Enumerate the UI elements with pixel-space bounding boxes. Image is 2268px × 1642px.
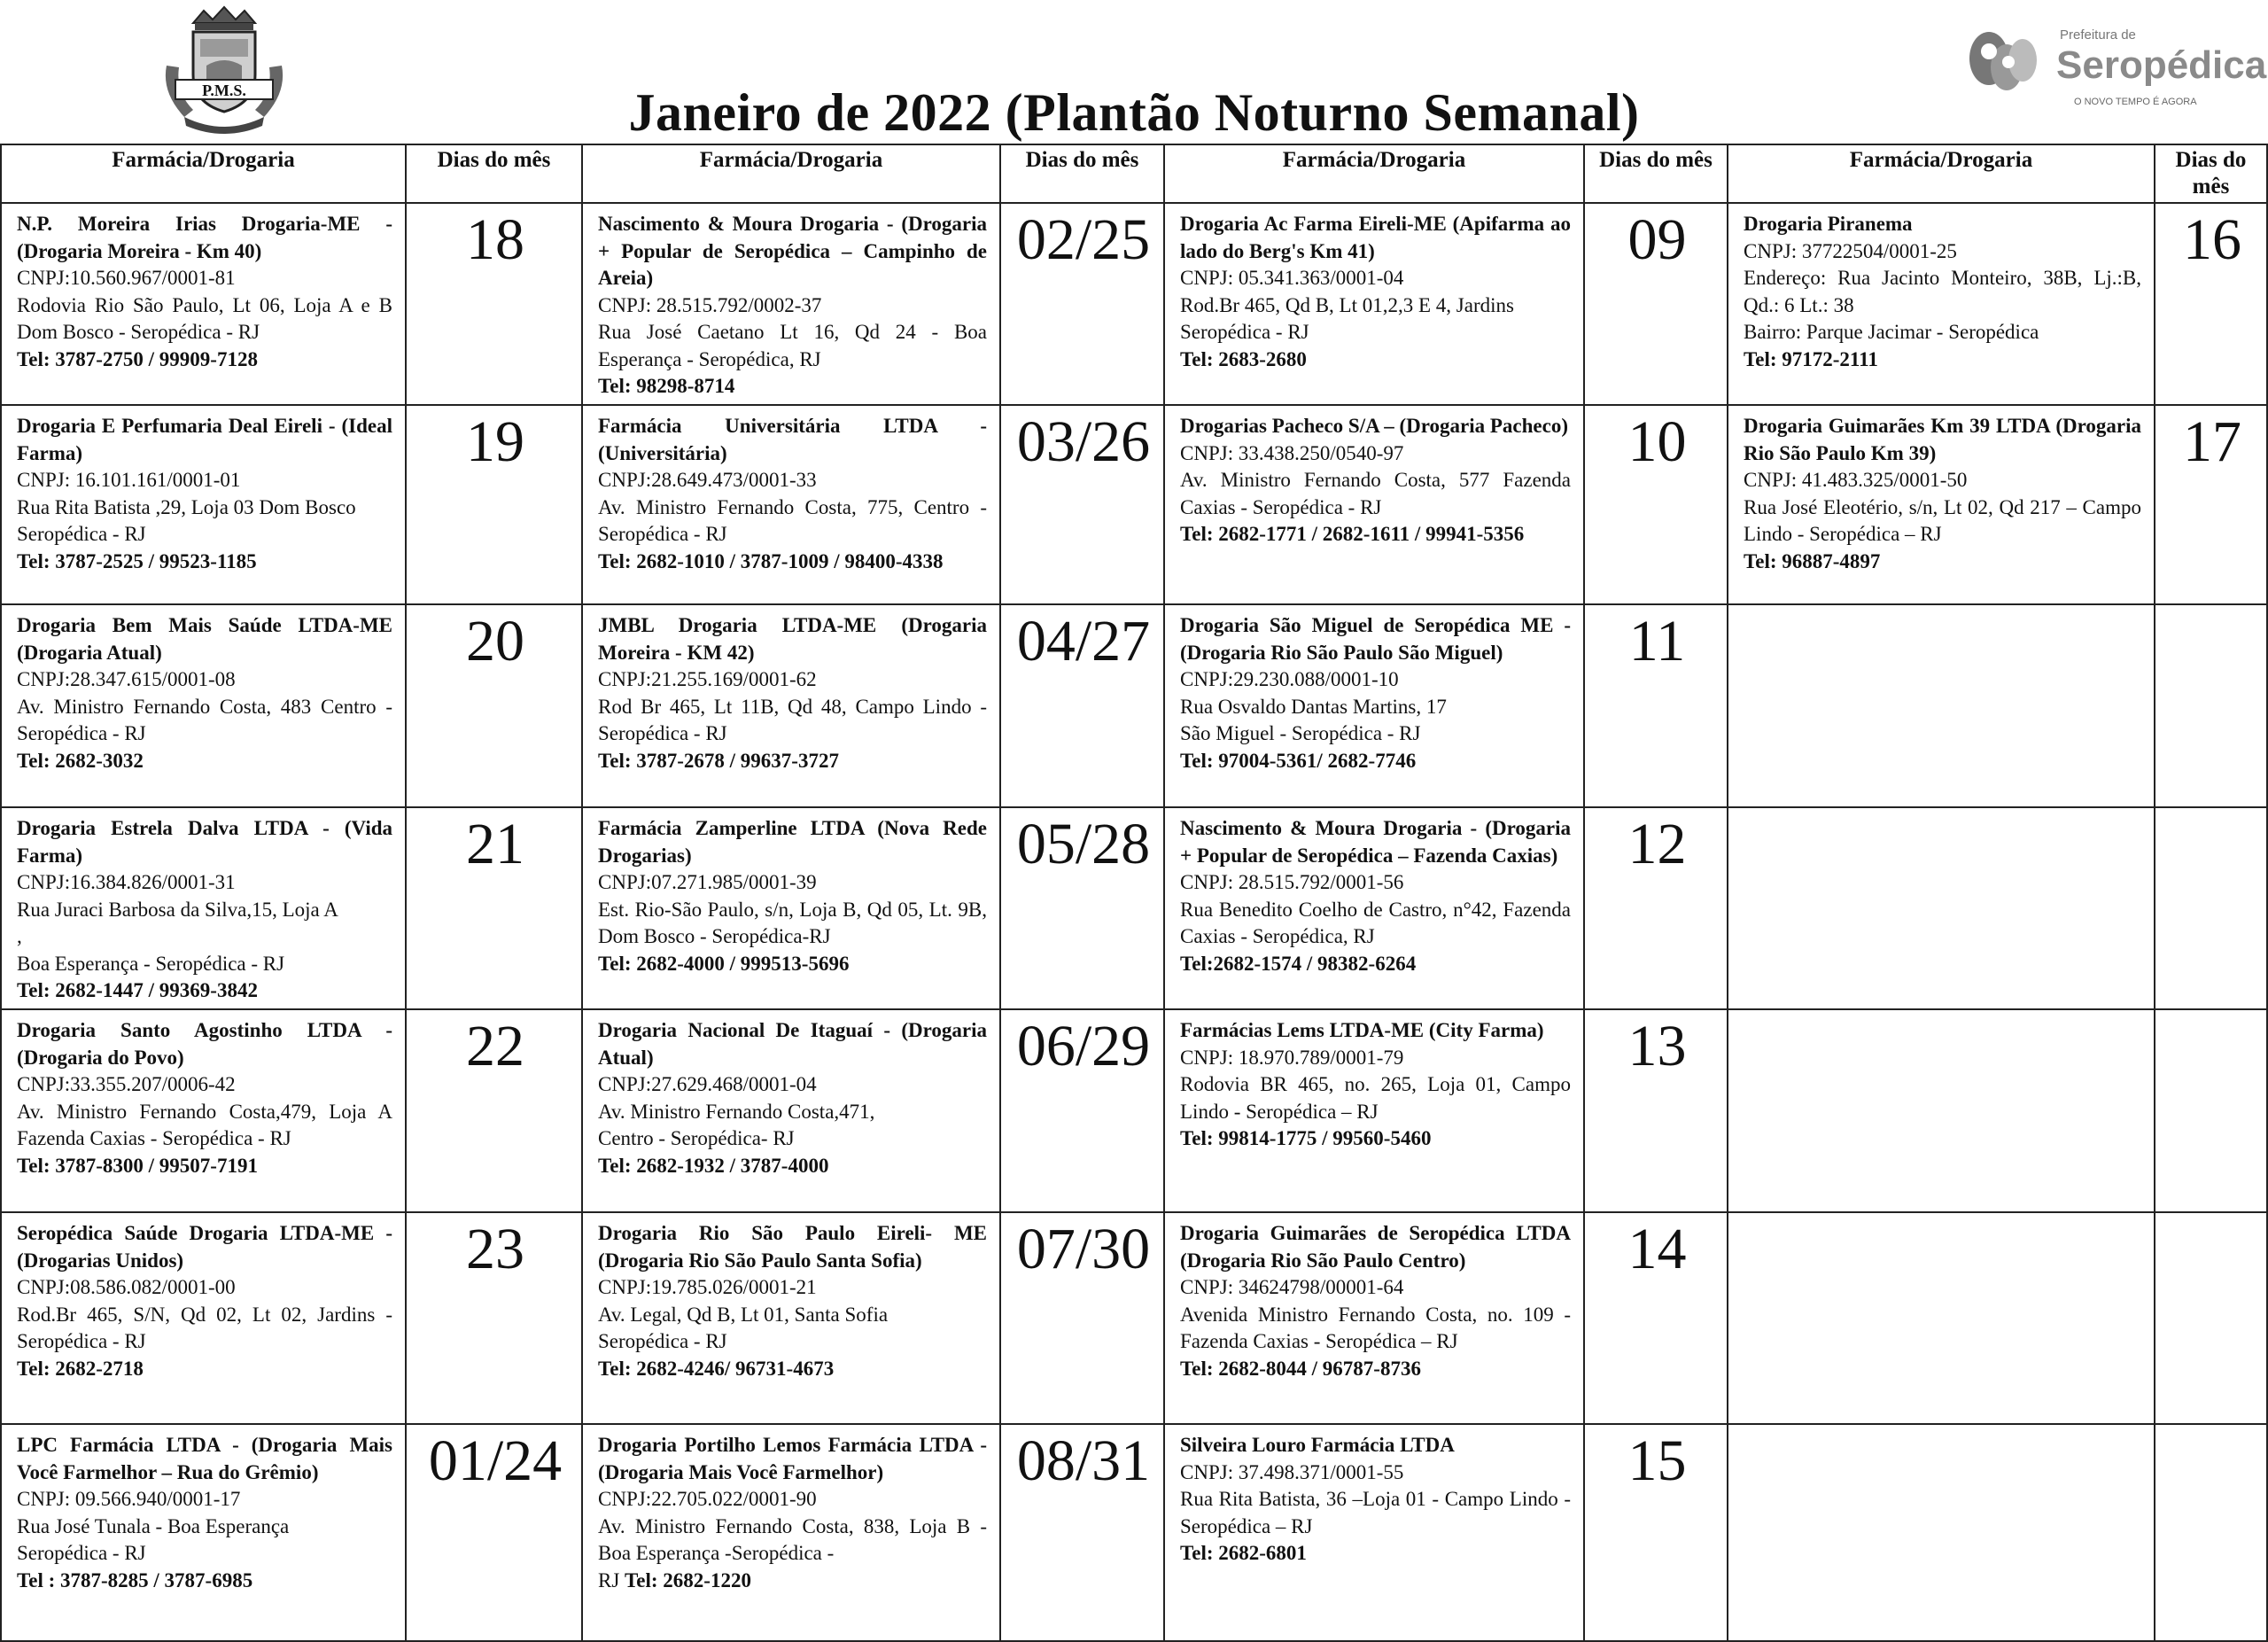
pharmacy-phone-line <box>17 977 392 1005</box>
header-pharmacy-3: Farmácia/Drogaria <box>1164 144 1584 203</box>
pharmacy-phone-line <box>598 1568 987 1595</box>
pharmacy-cell <box>1 807 406 1009</box>
pharmacy-name: Drogaria Estrela Dalva LTDA - (Vida Farma) <box>17 817 392 867</box>
pharmacy-entry <box>17 1220 392 1382</box>
pharmacy-cnpj: CNPJ:22.705.022/0001-90 <box>598 1488 817 1510</box>
pharmacy-address-line: Rodovia BR 465, no. 265, Loja 01, Campo Lindo - Seropédica – RJ <box>1180 1073 1571 1123</box>
pharmacy-phone: Tel: 3787-2525 / 99523-1185 <box>17 549 257 572</box>
pharmacy-phone-line <box>598 373 987 401</box>
table-row <box>1 203 2267 405</box>
pharmacy-phone-line <box>598 1153 987 1180</box>
pharmacy-entry <box>598 612 987 774</box>
table-row <box>1 807 2267 1009</box>
pharmacy-phone-line <box>1744 346 2141 374</box>
pharmacy-cnpj: CNPJ:10.560.967/0001-81 <box>17 267 236 289</box>
pharmacy-phone-line <box>1744 549 2141 576</box>
day-cell: 03/26 <box>1000 405 1164 604</box>
pharmacy-name: Drogaria Nacional De Itaguaí - (Drogaria Atual) <box>598 1019 987 1069</box>
pharmacy-cell <box>1 1009 406 1212</box>
pharmacy-cell <box>1164 405 1584 604</box>
pharmacy-cnpj: CNPJ:28.347.615/0001-08 <box>17 668 236 690</box>
pharmacy-address-line: Boa Esperança - Seropédica - RJ <box>17 952 285 975</box>
day-cell: 14 <box>1584 1212 1728 1424</box>
pharmacy-address-line: Seropédica - RJ <box>17 523 146 545</box>
pharmacy-cnpj: CNPJ: 37722504/0001-25 <box>1744 239 1957 262</box>
day-cell <box>2155 1212 2267 1424</box>
pharmacy-cell <box>1164 1424 1584 1641</box>
day-cell: 13 <box>1584 1009 1728 1212</box>
pharmacy-entry <box>598 815 987 977</box>
day-cell: 11 <box>1584 604 1728 807</box>
pharmacy-entry <box>1180 211 1571 373</box>
pharmacy-name: Drogaria Guimarães Km 39 LTDA (Drogaria Rio São Paulo Km 39) <box>1744 415 2141 464</box>
table-row <box>1 405 2267 604</box>
pharmacy-phone: Tel: 97004-5361/ 2682-7746 <box>1180 749 1417 772</box>
pharmacy-phone-line <box>1180 1125 1571 1153</box>
logo-left-text: P.M.S. <box>202 82 246 99</box>
day-cell: 12 <box>1584 807 1728 1009</box>
pharmacy-entry <box>17 612 392 774</box>
pharmacy-entry <box>598 1432 987 1594</box>
pharmacy-phone-line <box>1180 1356 1571 1383</box>
pharmacy-entry <box>17 211 392 373</box>
pharmacy-address-line: São Miguel - Seropédica - RJ <box>1180 722 1421 744</box>
table-row <box>1 1009 2267 1212</box>
day-cell <box>2155 1009 2267 1212</box>
header-days-1: Dias do mês <box>406 144 582 203</box>
day-cell: 07/30 <box>1000 1212 1164 1424</box>
pharmacy-phone: Tel: 2682-1010 / 3787-1009 / 98400-4338 <box>598 549 944 572</box>
pharmacy-address-line: Av. Ministro Fernando Costa, 577 Fazenda Caxias - Seropédica - RJ <box>1180 469 1571 518</box>
day-cell: 22 <box>406 1009 582 1212</box>
pharmacy-cnpj: CNPJ: 34624798/00001-64 <box>1180 1276 1404 1298</box>
pharmacy-phone: Tel: 2682-1932 / 3787-4000 <box>598 1154 829 1177</box>
header-days-2: Dias do mês <box>1000 144 1164 203</box>
pharmacy-phone-line <box>17 1153 392 1180</box>
pharmacy-name: Nascimento & Moura Drogaria - (Drogaria + Popular de Seropédica – Campinho de Areia) <box>598 213 987 289</box>
pharmacy-phone: Tel: 2682-4000 / 999513-5696 <box>598 952 850 975</box>
pharmacy-entry <box>17 1432 392 1594</box>
day-cell: 01/24 <box>406 1424 582 1641</box>
pharmacy-entry <box>1180 815 1571 977</box>
pharmacy-address-line: Rua José Tunala - Boa Esperança <box>17 1514 290 1537</box>
pharmacy-entry <box>1744 211 2141 373</box>
pharmacy-address-suffix: RJ <box>598 1568 625 1591</box>
pharmacy-name: Drogaria Ac Farma Eireli-ME (Apifarma ao lado do Berg's Km 41) <box>1180 213 1571 262</box>
header-pharmacy-2: Farmácia/Drogaria <box>582 144 1000 203</box>
pharmacy-name: LPC Farmácia LTDA - (Drogaria Mais Você Farmelhor – Rua do Grêmio) <box>17 1434 392 1483</box>
pharmacy-cnpj: CNPJ:29.230.088/0001-10 <box>1180 668 1399 690</box>
pharmacy-cell <box>582 604 1000 807</box>
pharmacy-name: Drogaria Portilho Lemos Farmácia LTDA - (Drogaria Mais Você Farmelhor) <box>598 1434 987 1483</box>
pharmacy-address-line: Av. Ministro Fernando Costa, 838, Loja B - Boa Esperança -Seropédica - <box>598 1514 987 1564</box>
header-pharmacy-1: Farmácia/Drogaria <box>1 144 406 203</box>
pharmacy-cnpj: CNPJ:21.255.169/0001-62 <box>598 668 817 690</box>
pharmacy-phone: Tel: 2682-1447 / 99369-3842 <box>17 979 258 1001</box>
pharmacy-cell <box>582 1424 1000 1641</box>
pharmacy-cnpj: CNPJ:07.271.985/0001-39 <box>598 871 817 893</box>
pharmacy-cell <box>1164 203 1584 405</box>
pharmacy-cell <box>1 203 406 405</box>
pharmacy-phone-line <box>17 748 392 775</box>
pharmacy-cell <box>582 1009 1000 1212</box>
pharmacy-name: Drogaria Guimarães de Seropédica LTDA (Drogaria Rio São Paulo Centro) <box>1180 1222 1571 1272</box>
pharmacy-cell <box>1164 807 1584 1009</box>
pharmacy-address-line: Av. Ministro Fernando Costa,479, Loja A Fazenda Caxias - Seropédica - RJ <box>17 1100 392 1149</box>
empty-pharmacy-cell <box>1728 1424 2155 1641</box>
pharmacy-name: Seropédica Saúde Drogaria LTDA-ME - (Drogarias Unidos) <box>17 1222 392 1272</box>
pharmacy-address-line: , <box>17 925 22 947</box>
logo-right-main-text: Seropédica <box>2056 43 2267 87</box>
pharmacy-phone-line <box>17 1356 392 1383</box>
day-cell: 15 <box>1584 1424 1728 1641</box>
pharmacy-name: Drogaria Bem Mais Saúde LTDA-ME (Drogaria Atual) <box>17 614 392 664</box>
pharmacy-cell <box>1 1424 406 1641</box>
pharmacy-cell <box>1164 604 1584 807</box>
pharmacy-address-line: Av. Legal, Qd B, Lt 01, Santa Sofia <box>598 1303 889 1326</box>
header-days-3: Dias do mês <box>1584 144 1728 203</box>
pharmacy-cell <box>582 807 1000 1009</box>
pharmacy-cell <box>582 203 1000 405</box>
header-days-4: Dias do mês <box>2155 144 2267 203</box>
logo-right-tagline: O NOVO TEMPO É AGORA <box>2074 97 2197 107</box>
pharmacy-cell <box>1164 1009 1584 1212</box>
pharmacy-phone: Tel: 3787-2750 / 99909-7128 <box>17 347 258 370</box>
pharmacy-address-line: Bairro: Parque Jacimar - Seropédica <box>1744 321 2039 343</box>
pharmacy-phone-line <box>17 1568 392 1595</box>
empty-pharmacy-cell <box>1728 807 2155 1009</box>
empty-pharmacy-cell <box>1728 604 2155 807</box>
pharmacy-cnpj: CNPJ: 09.566.940/0001-17 <box>17 1488 241 1510</box>
pharmacy-address-line: Seropédica - RJ <box>17 1542 146 1564</box>
day-cell: 23 <box>406 1212 582 1424</box>
pharmacy-cnpj: CNPJ: 37.498.371/0001-55 <box>1180 1460 1404 1483</box>
pharmacy-address-line: Rua Juraci Barbosa da Silva,15, Loja A <box>17 898 338 921</box>
pharmacy-phone: Tel: 2682-1220 <box>625 1568 751 1591</box>
day-cell <box>2155 604 2267 807</box>
pharmacy-name: Silveira Louro Farmácia LTDA <box>1180 1434 1455 1456</box>
pharmacy-phone: Tel: 98298-8714 <box>598 375 735 397</box>
pharmacy-address-line: Rua Benedito Coelho de Castro, n°42, Fazenda Caxias - Seropédica, RJ <box>1180 898 1571 947</box>
pharmacy-cell <box>1728 203 2155 405</box>
pharmacy-address-line: Av. Ministro Fernando Costa, 483 Centro - Seropédica - RJ <box>17 695 392 744</box>
pharmacy-address-line: Rua José Caetano Lt 16, Qd 24 - Boa Esperança - Seropédica, RJ <box>598 321 987 370</box>
day-cell: 20 <box>406 604 582 807</box>
pharmacy-cell <box>1 1212 406 1424</box>
pharmacy-address-line: Avenida Ministro Fernando Costa, no. 109 - Fazenda Caxias - Seropédica – RJ <box>1180 1303 1571 1352</box>
pharmacy-phone: Tel : 3787-8285 / 3787-6985 <box>17 1568 253 1591</box>
day-cell: 06/29 <box>1000 1009 1164 1212</box>
table-row <box>1 1212 2267 1424</box>
pharmacy-address-line: Rua José Eleotério, s/n, Lt 02, Qd 217 – Campo Lindo - Seropédica – RJ <box>1744 495 2141 545</box>
pharmacy-phone: Tel: 2682-6801 <box>1180 1542 1307 1564</box>
pharmacy-cnpj: CNPJ: 18.970.789/0001-79 <box>1180 1046 1404 1069</box>
pharmacy-cnpj: CNPJ: 28.515.792/0001-56 <box>1180 871 1404 893</box>
pharmacy-name: Farmácias Lems LTDA-ME (City Farma) <box>1180 1019 1544 1041</box>
pharmacy-phone-line <box>598 951 987 978</box>
pharmacy-name: N.P. Moreira Irias Drogaria-ME - (Drogaria Moreira - Km 40) <box>17 213 392 262</box>
pharmacy-phone: Tel: 99814-1775 / 99560-5460 <box>1180 1127 1432 1149</box>
pharmacy-address-line: Seropédica - RJ <box>1180 321 1309 343</box>
pharmacy-cnpj: CNPJ:16.384.826/0001-31 <box>17 871 236 893</box>
pharmacy-phone: Tel: 96887-4897 <box>1744 549 1881 572</box>
pharmacy-name: Farmácia Universitária LTDA - (Universitária) <box>598 415 987 464</box>
pharmacy-address-line: Rod Br 465, Lt 11B, Qd 48, Campo Lindo - Seropédica - RJ <box>598 695 987 744</box>
pharmacy-cell <box>1 405 406 604</box>
table-row <box>1 1424 2267 1641</box>
pharmacy-phone: Tel: 97172-2111 <box>1744 347 1878 370</box>
pharmacy-phone-line <box>598 748 987 775</box>
pharmacy-address-line: Rod.Br 465, Qd B, Lt 01,2,3 E 4, Jardins <box>1180 293 1514 316</box>
day-cell: 18 <box>406 203 582 405</box>
pharmacy-phone-line <box>17 549 392 576</box>
pharmacy-phone-line <box>1180 521 1571 549</box>
pharmacy-phone: Tel: 2682-3032 <box>17 749 144 772</box>
table-header-row <box>1 144 2267 203</box>
pharmacy-name: Drogaria Santo Agostinho LTDA - (Drogaria do Povo) <box>17 1019 392 1069</box>
pharmacy-address-line: Rua Rita Batista, 36 –Loja 01 - Campo Lindo - Seropédica – RJ <box>1180 1488 1571 1537</box>
pharmacy-phone-line <box>1180 748 1571 775</box>
day-cell: 19 <box>406 405 582 604</box>
pharmacy-phone: Tel: 3787-8300 / 99507-7191 <box>17 1154 258 1177</box>
pharmacy-phone: Tel: 2683-2680 <box>1180 347 1307 370</box>
pharmacy-phone-line <box>598 1356 987 1383</box>
day-cell: 21 <box>406 807 582 1009</box>
pharmacy-address-line: Endereço: Rua Jacinto Monteiro, 38B, Lj.:B, Qd.: 6 Lt.: 38 <box>1744 267 2141 316</box>
day-cell: 16 <box>2155 203 2267 405</box>
page-title: Janeiro de 2022 (Plantão Noturno Semanal) <box>628 83 1640 142</box>
pharmacy-name: Farmácia Zamperline LTDA (Nova Rede Drogarias) <box>598 817 987 867</box>
pharmacy-phone: Tel: 3787-2678 / 99637-3727 <box>598 749 839 772</box>
pharmacy-phone: Tel: 2682-8044 / 96787-8736 <box>1180 1357 1421 1380</box>
pharmacy-phone-line <box>598 549 987 576</box>
pharmacy-entry <box>1180 1432 1571 1568</box>
pharmacy-name: Drogaria Piranema <box>1744 213 1913 235</box>
pharmacy-address-line: Av. Ministro Fernando Costa,471, <box>598 1100 875 1123</box>
pharmacy-entry <box>17 815 392 1005</box>
pharmacy-cnpj: CNPJ:19.785.026/0001-21 <box>598 1276 817 1298</box>
pharmacy-phone: Tel:2682-1574 / 98382-6264 <box>1180 952 1417 975</box>
pharmacy-phone-line <box>1180 951 1571 978</box>
pharmacy-cnpj: CNPJ:08.586.082/0001-00 <box>17 1276 236 1298</box>
pharmacy-phone-line <box>17 346 392 374</box>
pharmacy-entry <box>1180 413 1571 549</box>
pharmacy-entry <box>1744 413 2141 575</box>
pharmacy-address-line: Av. Ministro Fernando Costa, 775, Centro - Seropédica - RJ <box>598 495 987 545</box>
pharmacy-address-line: Seropédica - RJ <box>598 1330 727 1352</box>
day-cell: 09 <box>1584 203 1728 405</box>
pharmacy-address-line: Rod.Br 465, S/N, Qd 02, Lt 02, Jardins - Seropédica - RJ <box>17 1303 392 1352</box>
table-row <box>1 604 2267 807</box>
empty-pharmacy-cell <box>1728 1009 2155 1212</box>
pharmacy-phone-line <box>1180 1540 1571 1568</box>
pharmacy-phone: Tel: 2682-2718 <box>17 1357 144 1380</box>
pharmacy-cell <box>1728 405 2155 604</box>
pharmacy-entry <box>598 1017 987 1179</box>
day-cell <box>2155 807 2267 1009</box>
pharmacy-cell <box>582 405 1000 604</box>
day-cell: 10 <box>1584 405 1728 604</box>
pharmacy-entry <box>598 211 987 401</box>
pharmacy-cnpj: CNPJ: 33.438.250/0540-97 <box>1180 441 1404 464</box>
pharmacy-entry <box>598 413 987 575</box>
pharmacy-cnpj: CNPJ: 16.101.161/0001-01 <box>17 469 241 491</box>
pharmacy-cnpj: CNPJ: 05.341.363/0001-04 <box>1180 267 1404 289</box>
day-cell: 04/27 <box>1000 604 1164 807</box>
pharmacy-entry <box>17 1017 392 1179</box>
pharmacy-address-line: Rodovia Rio São Paulo, Lt 06, Loja A e B Dom Bosco - Seropédica - RJ <box>17 293 392 343</box>
pharmacy-phone: Tel: 2682-4246/ 96731-4673 <box>598 1357 835 1380</box>
pharmacy-cell <box>582 1212 1000 1424</box>
pharmacy-schedule-table <box>0 144 2268 1642</box>
pharmacy-entry <box>1180 1017 1571 1153</box>
pharmacy-entry <box>17 413 392 575</box>
pharmacy-entry <box>1180 1220 1571 1382</box>
empty-pharmacy-cell <box>1728 1212 2155 1424</box>
pharmacy-cnpj: CNPJ:33.355.207/0006-42 <box>17 1073 236 1095</box>
pharmacy-cnpj: CNPJ: 41.483.325/0001-50 <box>1744 469 1968 491</box>
pharmacy-cnpj: CNPJ:28.649.473/0001-33 <box>598 469 817 491</box>
pharmacy-name: Drogaria Rio São Paulo Eireli- ME (Drogaria Rio São Paulo Santa Sofia) <box>598 1222 987 1272</box>
pharmacy-phone: Tel: 2682-1771 / 2682-1611 / 99941-5356 <box>1180 523 1525 545</box>
pharmacy-address-line: Est. Rio-São Paulo, s/n, Loja B, Qd 05, Lt. 9B, Dom Bosco - Seropédica-RJ <box>598 898 987 947</box>
pharmacy-phone-line <box>1180 346 1571 374</box>
day-cell: 08/31 <box>1000 1424 1164 1641</box>
pharmacy-name: Drogarias Pacheco S/A – (Drogaria Pacheco) <box>1180 415 1568 437</box>
pharmacy-address-line: Centro - Seropédica- RJ <box>598 1127 795 1149</box>
pharmacy-cnpj: CNPJ:27.629.468/0001-04 <box>598 1073 817 1095</box>
pharmacy-cnpj: CNPJ: 28.515.792/0002-37 <box>598 293 822 316</box>
pharmacy-name: Drogaria E Perfumaria Deal Eireli - (Ideal Farma) <box>17 415 392 464</box>
header-pharmacy-4: Farmácia/Drogaria <box>1728 144 2155 203</box>
pharmacy-address-line: Rua Osvaldo Dantas Martins, 17 <box>1180 695 1447 718</box>
day-cell: 05/28 <box>1000 807 1164 1009</box>
pharmacy-address-line: Rua Rita Batista ,29, Loja 03 Dom Bosco <box>17 495 356 518</box>
logo-right-top-text: Prefeitura de <box>2060 27 2136 43</box>
pharmacy-name: Drogaria São Miguel de Seropédica ME - (Drogaria Rio São Paulo São Miguel) <box>1180 614 1571 664</box>
day-cell <box>2155 1424 2267 1641</box>
pharmacy-cell <box>1164 1212 1584 1424</box>
pharmacy-entry <box>1180 612 1571 774</box>
pharmacy-name: JMBL Drogaria LTDA-ME (Drogaria Moreira - KM 42) <box>598 614 987 664</box>
pharmacy-entry <box>598 1220 987 1382</box>
day-cell: 02/25 <box>1000 203 1164 405</box>
pharmacy-cell <box>1 604 406 807</box>
day-cell: 17 <box>2155 405 2267 604</box>
pharmacy-name: Nascimento & Moura Drogaria - (Drogaria + Popular de Seropédica – Fazenda Caxias) <box>1180 817 1571 867</box>
